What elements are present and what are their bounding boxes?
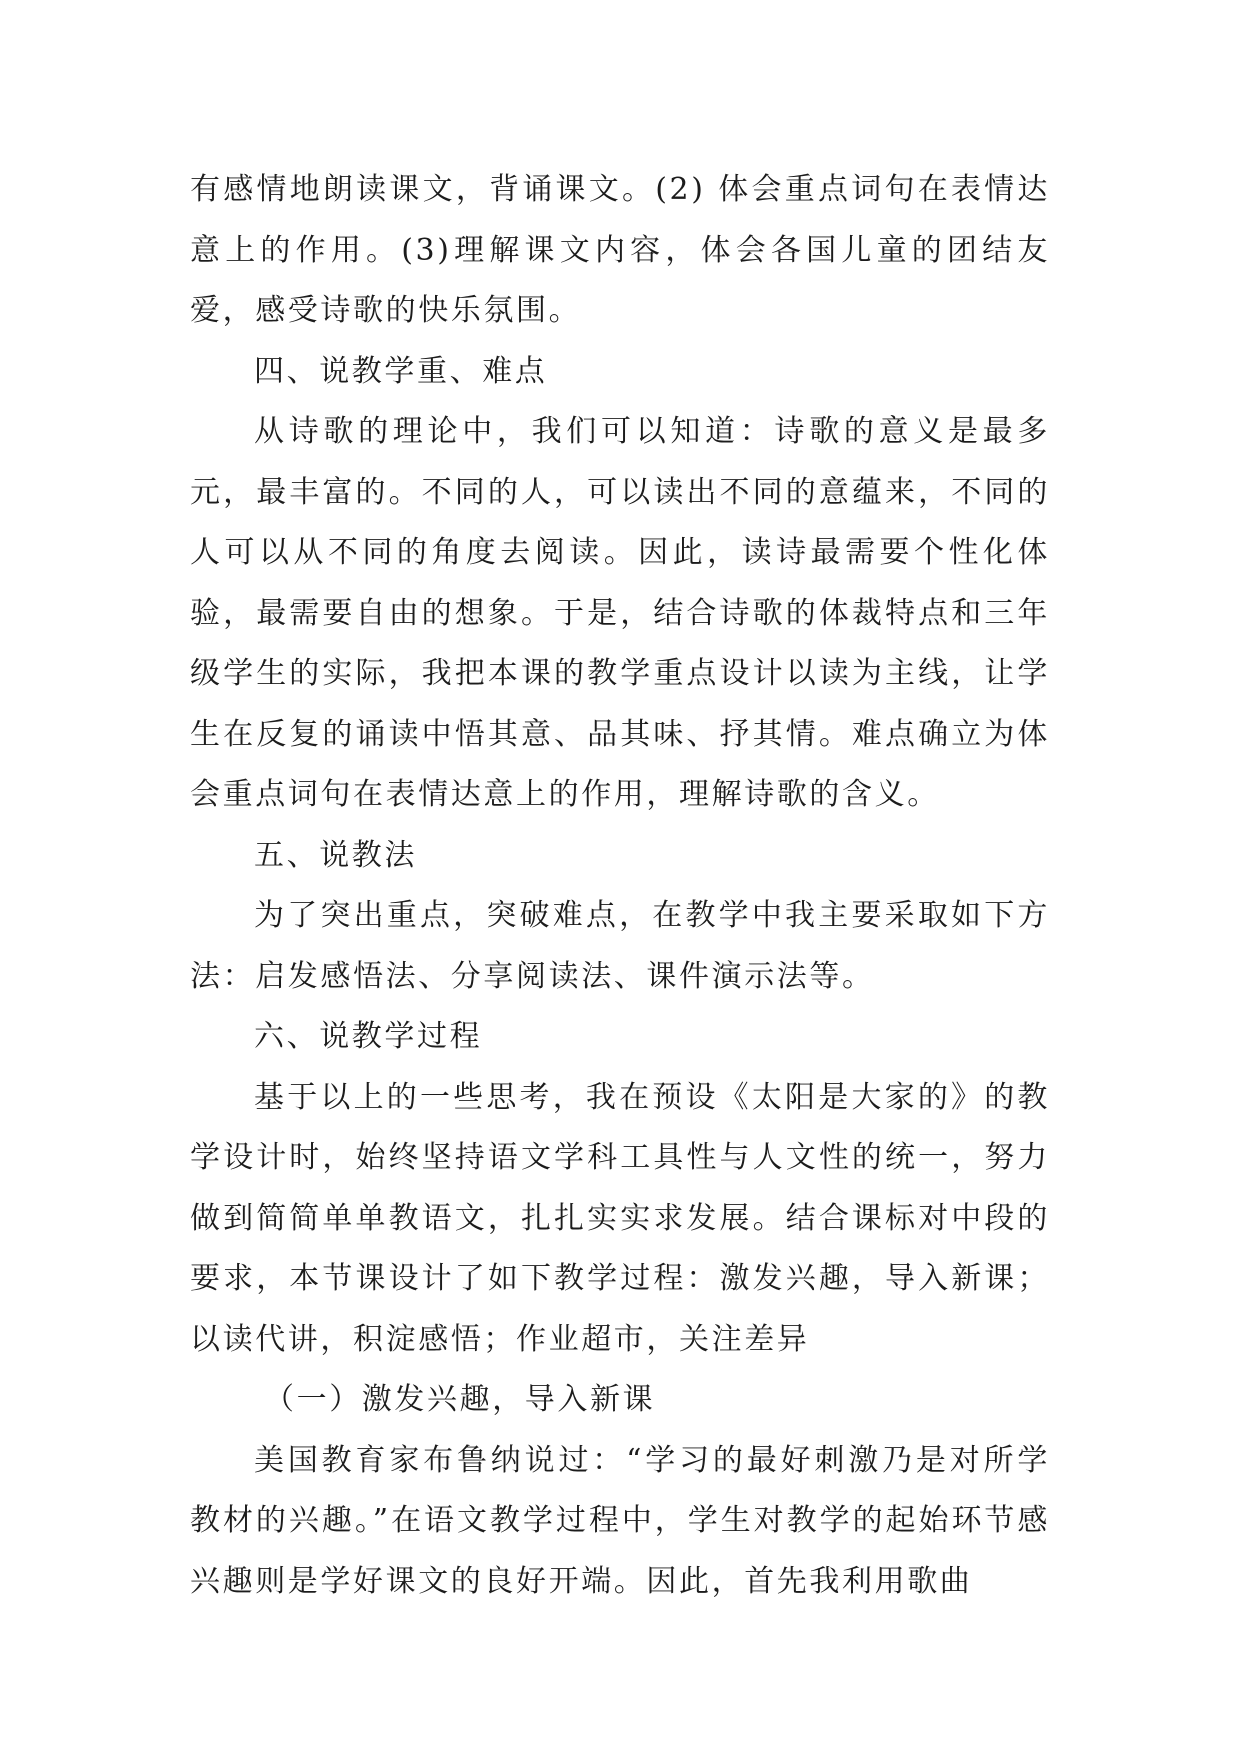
document-body: [190, 160, 1050, 1612]
paragraph-teaching-methods: 为了突出重点，突破难点，在教学中我主要采取如下方法：启发感悟法、分享阅读法、课件演示法等。: [190, 898, 1050, 994]
subsection-heading-stimulate-interest: （一）激发兴趣，导入新课: [264, 1382, 656, 1417]
paragraph-teaching-process: 基于以上的一些思考，我在预设《太阳是大家的》的教学设计时，始终坚持语文学科工具性与人文性的统一，努力做到简简单单教语文，扎扎实实求发展。结合课标对中段的要求，本节课设计了如下教学过程：激发兴趣，导入新课；以读代讲，积淀感悟；作业超市，关注差异: [190, 1079, 1050, 1357]
section-heading-teaching-process: 六、说教学过程: [254, 1019, 483, 1054]
paragraph-stimulate-interest: 美国教育家布鲁纳说过：“学习的最好刺激乃是对所学教材的兴趣。”在语文教学过程中，学生对教学的起始环节感兴趣则是学好课文的良好开端。因此，首先我利用歌曲: [190, 1442, 1050, 1599]
section-heading-teaching-methods: 五、说教法: [254, 837, 417, 873]
paragraph-teaching-goals-continued: 有感情地朗读课文，背诵课文。(2) 体会重点词句在表情达意上的作用。(3)理解课文内容，体会各国儿童的团结友爱，感受诗歌的快乐氛围。: [190, 172, 1050, 328]
paragraph-key-difficult-points: 从诗歌的理论中，我们可以知道：诗歌的意义是最多元，最丰富的。不同的人，可以读出不同的意蕴来，不同的人可以从不同的角度去阅读。因此，读诗最需要个性化体验，最需要自由的想象。于是，结合诗歌的体裁特点和三年级学生的实际，我把本课的教学重点设计以读为主线，让学生在反复的诵读中悟其意、品其味、抒其情。难点确立为体会重点词句在表情达意上的作用，理解诗歌的含义。: [190, 414, 1050, 812]
section-heading-key-difficult-points: 四、说教学重、难点: [254, 353, 548, 389]
